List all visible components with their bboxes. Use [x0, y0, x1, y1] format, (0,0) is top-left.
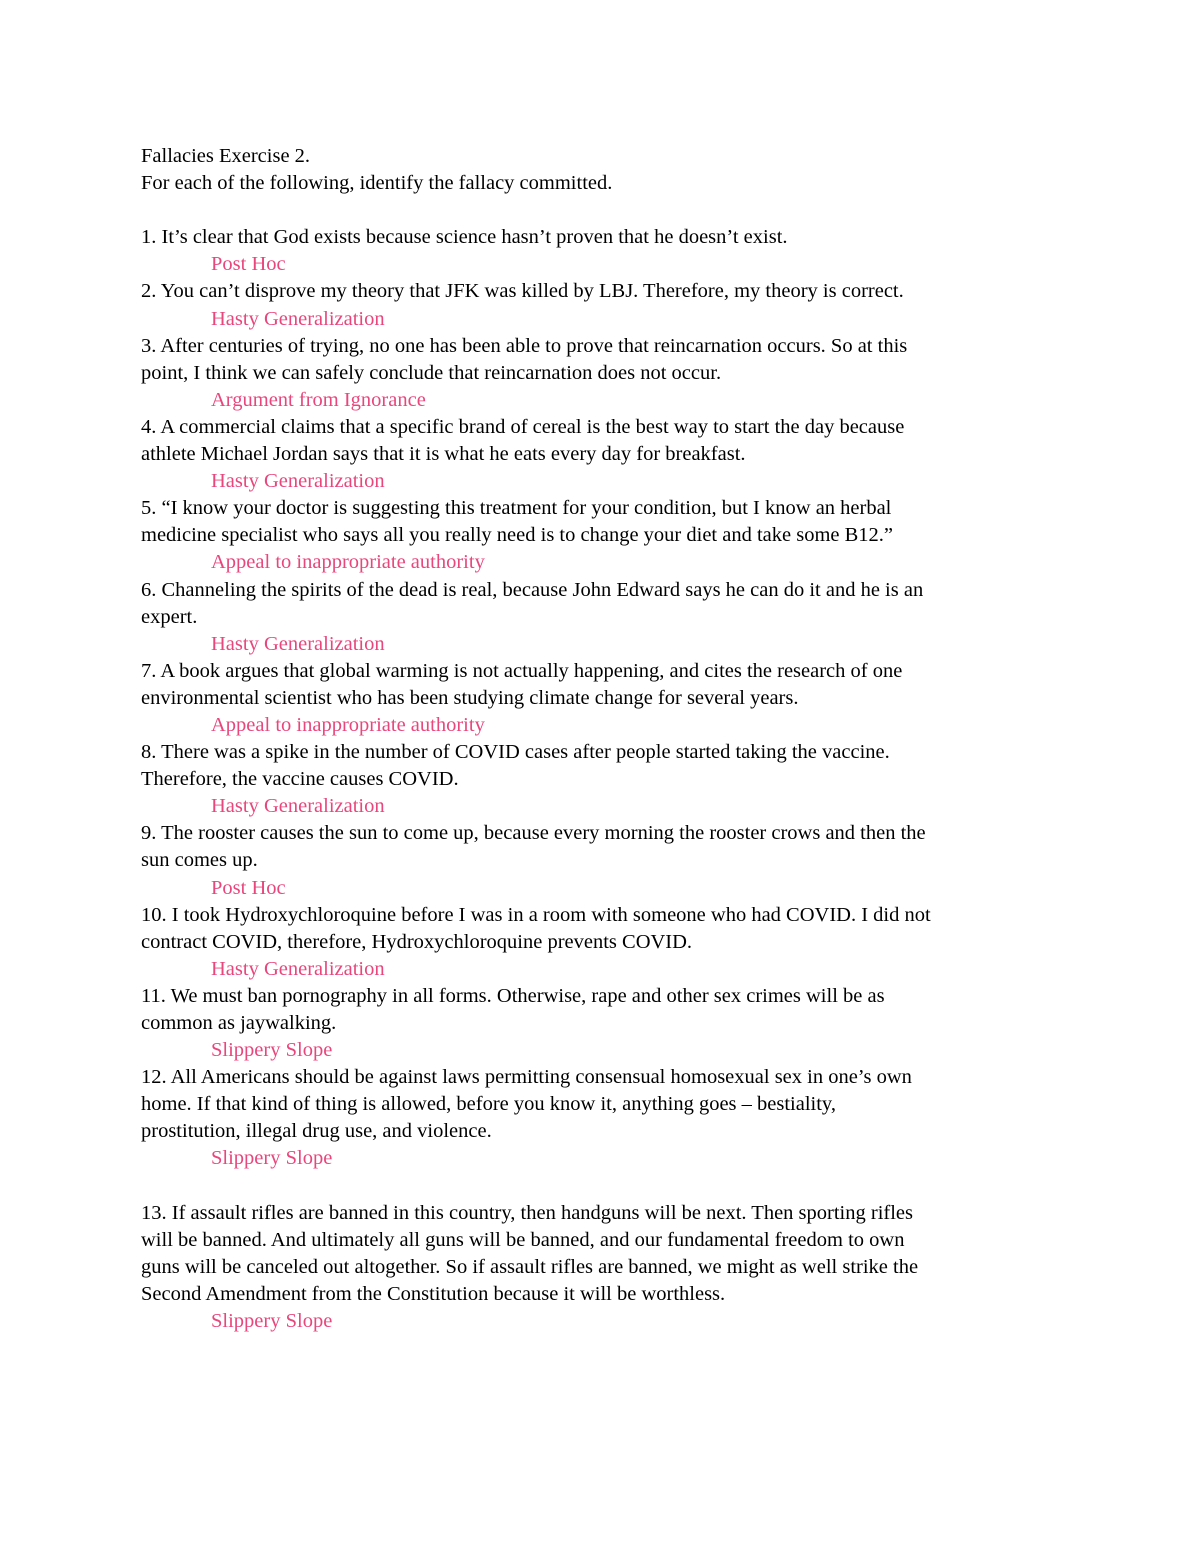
answer-text: Hasty Generalization: [211, 795, 385, 818]
answer-text: Hasty Generalization: [211, 957, 385, 980]
document-title: Fallacies Exercise 2.: [141, 145, 311, 167]
question-text-line: 8. There was a spike in the number of COVID cases after people started taking the vaccine.: [141, 741, 890, 764]
document-instructions: For each of the following, identify the fallacy committed.: [141, 172, 613, 195]
answer-text: Argument from Ignorance: [211, 388, 426, 411]
question-item: [141, 820, 1061, 901]
question-item: [141, 278, 1061, 332]
question-text-line: will be banned. And ultimately all guns will be banned, and our fundamental freedom to own: [141, 1228, 905, 1251]
question-text-line: 13. If assault rifles are banned in this country, then handguns will be next. Then sporting rifles: [141, 1201, 913, 1224]
answer-text: Slippery Slope: [211, 1310, 333, 1333]
question-text-line: medicine specialist who says all you really need is to change your diet and take some B12.”: [141, 524, 894, 547]
question-text-line: 10. I took Hydroxychloroquine before I was in a room with someone who had COVID. I did not: [141, 903, 931, 926]
question-text-line: 6. Channeling the spirits of the dead is real, because John Edward says he can do it and he is an: [141, 578, 924, 601]
question-text-line: 2. You can’t disprove my theory that JFK was killed by LBJ. Therefore, my theory is correct.: [141, 280, 904, 303]
blank-line: [141, 1173, 1061, 1200]
question-item: [141, 658, 1061, 739]
answer-text: Hasty Generalization: [211, 632, 385, 655]
question-text-line: 12. All Americans should be against laws permitting consensual homosexual sex in one’s own: [141, 1066, 912, 1089]
question-text-line: prostitution, illegal drug use, and violence.: [141, 1120, 492, 1143]
question-text-line: Therefore, the vaccine causes COVID.: [141, 768, 459, 791]
question-text-line: guns will be canceled out altogether. So if assault rifles are banned, we might as well strike the: [141, 1255, 919, 1278]
answer-text: Appeal to inappropriate authority: [211, 551, 485, 574]
question-text-line: expert.: [141, 605, 198, 628]
question-item: [141, 577, 1061, 658]
question-text-line: 5. “I know your doctor is suggesting this treatment for your condition, but I know an herbal: [141, 497, 892, 520]
answer-text: Slippery Slope: [211, 1147, 333, 1170]
question-item: [141, 495, 1061, 576]
question-item: [141, 902, 1061, 983]
question-text-line: Second Amendment from the Constitution because it will be worthless.: [141, 1282, 726, 1305]
answer-text: Hasty Generalization: [211, 307, 385, 330]
question-text-line: 3. After centuries of trying, no one has been able to prove that reincarnation occurs. So at this: [141, 334, 908, 357]
question-item: [141, 983, 1061, 1064]
answer-text: Hasty Generalization: [211, 470, 385, 493]
question-text-line: environmental scientist who has been studying climate change for several years.: [141, 686, 799, 709]
question-item: [141, 333, 1061, 414]
question-item: [141, 224, 1061, 278]
question-item: [141, 1064, 1061, 1172]
question-list: [141, 224, 1061, 1335]
question-text-line: home. If that kind of thing is allowed, before you know it, anything goes – bestiality,: [141, 1093, 836, 1116]
document-page: [141, 143, 1061, 1335]
question-text-line: sun comes up.: [141, 849, 258, 872]
question-text-line: athlete Michael Jordan says that it is what he eats every day for breakfast.: [141, 443, 746, 466]
question-text-line: 7. A book argues that global warming is not actually happening, and cites the research of one: [141, 659, 903, 682]
question-text-line: 9. The rooster causes the sun to come up, because every morning the rooster crows and then the: [141, 822, 926, 845]
answer-text: Post Hoc: [211, 253, 286, 276]
question-text-line: common as jaywalking.: [141, 1012, 337, 1034]
answer-text: Appeal to inappropriate authority: [211, 713, 485, 736]
question-text-line: contract COVID, therefore, Hydroxychloroquine prevents COVID.: [141, 930, 693, 953]
blank-line: [141, 197, 1061, 224]
question-text-line: 1. It’s clear that God exists because science hasn’t proven that he doesn’t exist.: [141, 226, 788, 249]
question-text-line: 4. A commercial claims that a specific brand of cereal is the best way to start the day because: [141, 415, 905, 438]
question-text-line: point, I think we can safely conclude that reincarnation does not occur.: [141, 361, 722, 384]
answer-text: Slippery Slope: [211, 1039, 333, 1062]
question-item: [141, 739, 1061, 820]
question-text-line: 11. We must ban pornography in all forms. Otherwise, rape and other sex crimes will be as: [141, 984, 885, 1007]
question-item: [141, 414, 1061, 495]
question-item: [141, 1200, 1061, 1335]
answer-text: Post Hoc: [211, 876, 286, 899]
